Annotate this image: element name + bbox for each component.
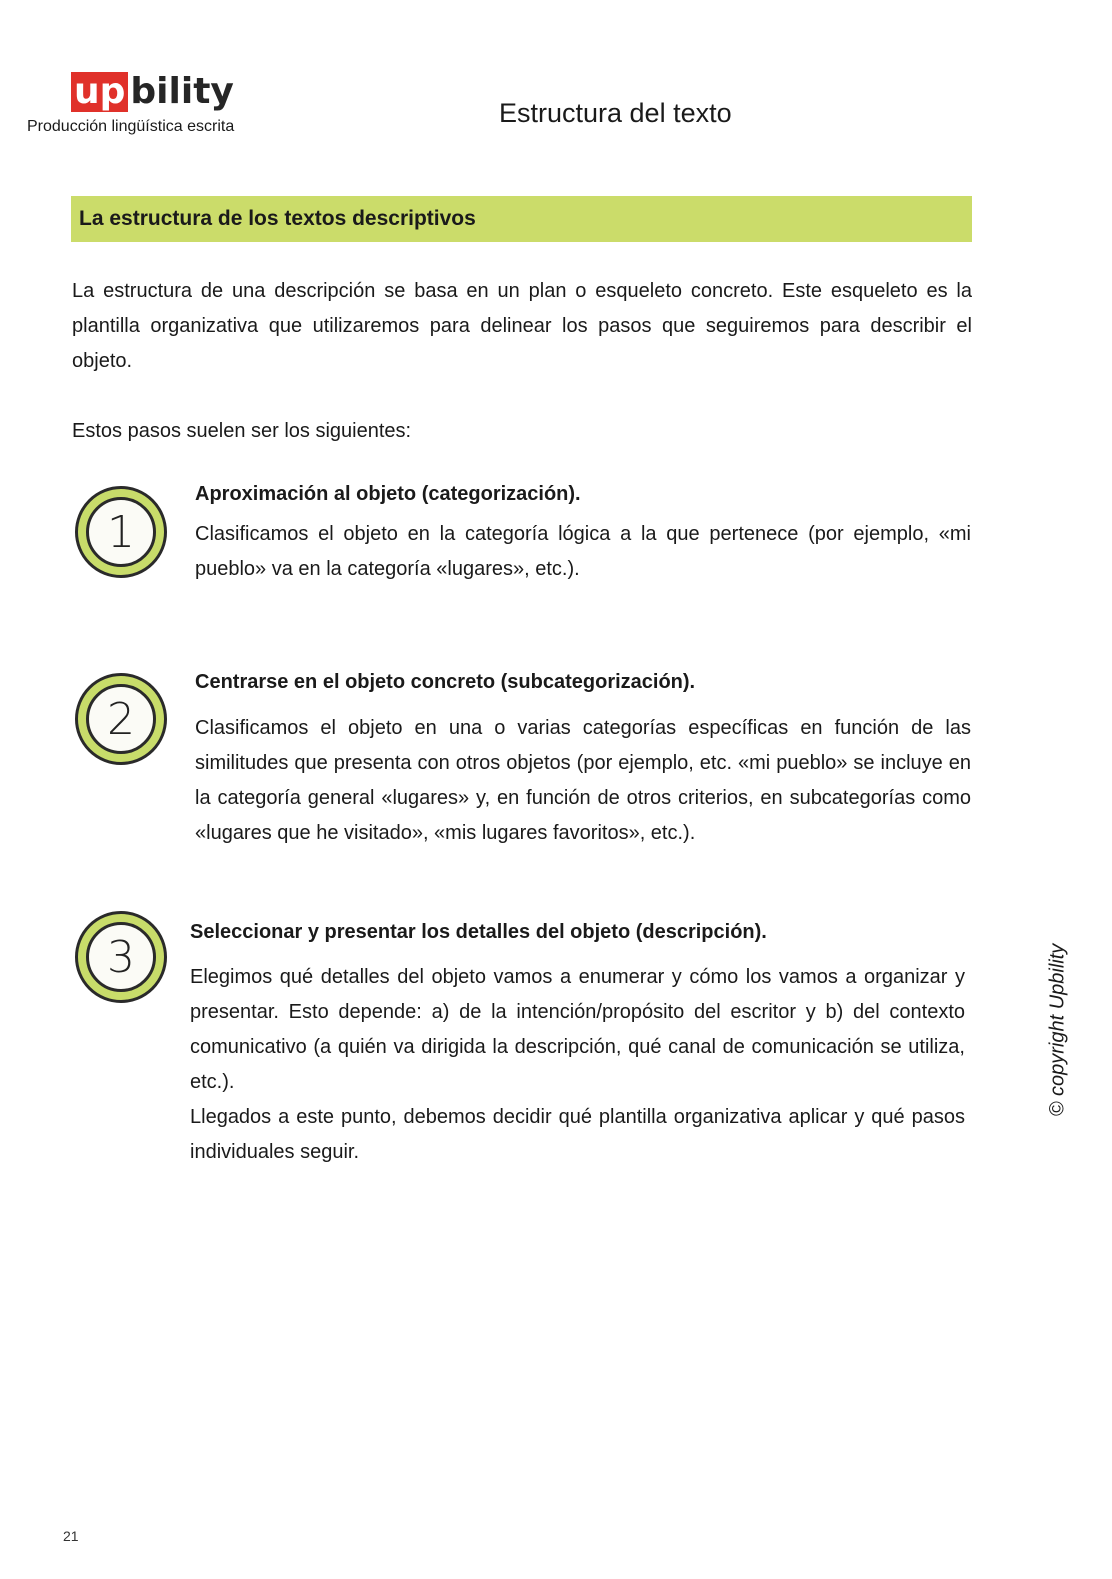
step-3-number: 3 [86,922,156,992]
step-3-body: Elegimos qué detalles del objeto vamos a enumerar y cómo los vamos a organizar y presentar. Esto depende: a) de la intención/propósito del escritor y b) del contexto comunicativo (a quién va dirigida la descripción, qué canal de comunicación se utiliza, etc.). [190,966,965,1093]
header-subtitle: Producción lingüística escrita [27,118,235,135]
intro-lead: Estos pasos suelen ser los siguientes: [72,420,412,442]
logo-up: up [71,72,128,112]
copyright-notice: © copyright Upbility [1046,943,1069,1117]
step-3-body-continued: Llegados a este punto, debemos decidir qué plantilla organizativa aplicar y qué pasos individuales seguir. [190,1106,965,1163]
step-1-body: Clasificamos el objeto en la categoría lógica a la que pertenece (por ejemplo, «mi pueblo» va en la categoría «lugares», etc.). [195,523,971,580]
page-title: Estructura del texto [499,98,732,128]
intro-paragraph: La estructura de una descripción se basa en un plan o esqueleto concreto. Este esqueleto es la plantilla organizativa que utilizaremos para delinear los pasos que seguiremos para describir el objeto. [72,280,972,372]
step-1-title: Aproximación al objeto (categorización). [195,483,581,505]
step-1-number: 1 [86,497,156,567]
step-3-badge [75,911,167,1003]
section-title: La estructura de los textos descriptivos [79,207,476,230]
step-2-number: 2 [86,684,156,754]
step-2-title: Centrarse en el objeto concreto (subcategorización). [195,671,696,693]
logo-rest: bility [130,71,234,112]
step-2-body: Clasificamos el objeto en una o varias categorías específicas en función de las similitudes que presenta con otros objetos (por ejemplo, etc. «mi pueblo» se incluye en la categoría general «lugares» y, en función de otros criterios, en subcategorías como «lugares que he visitado», «mis lugares favoritos», etc.). [195,717,971,844]
section-heading-bar [71,196,972,242]
page-number: 21 [63,1528,79,1544]
step-2-badge [75,673,167,765]
step-3-title: Seleccionar y presentar los detalles del objeto (descripción). [190,921,767,943]
step-1-badge [75,486,167,578]
upbility-logo [71,71,234,113]
